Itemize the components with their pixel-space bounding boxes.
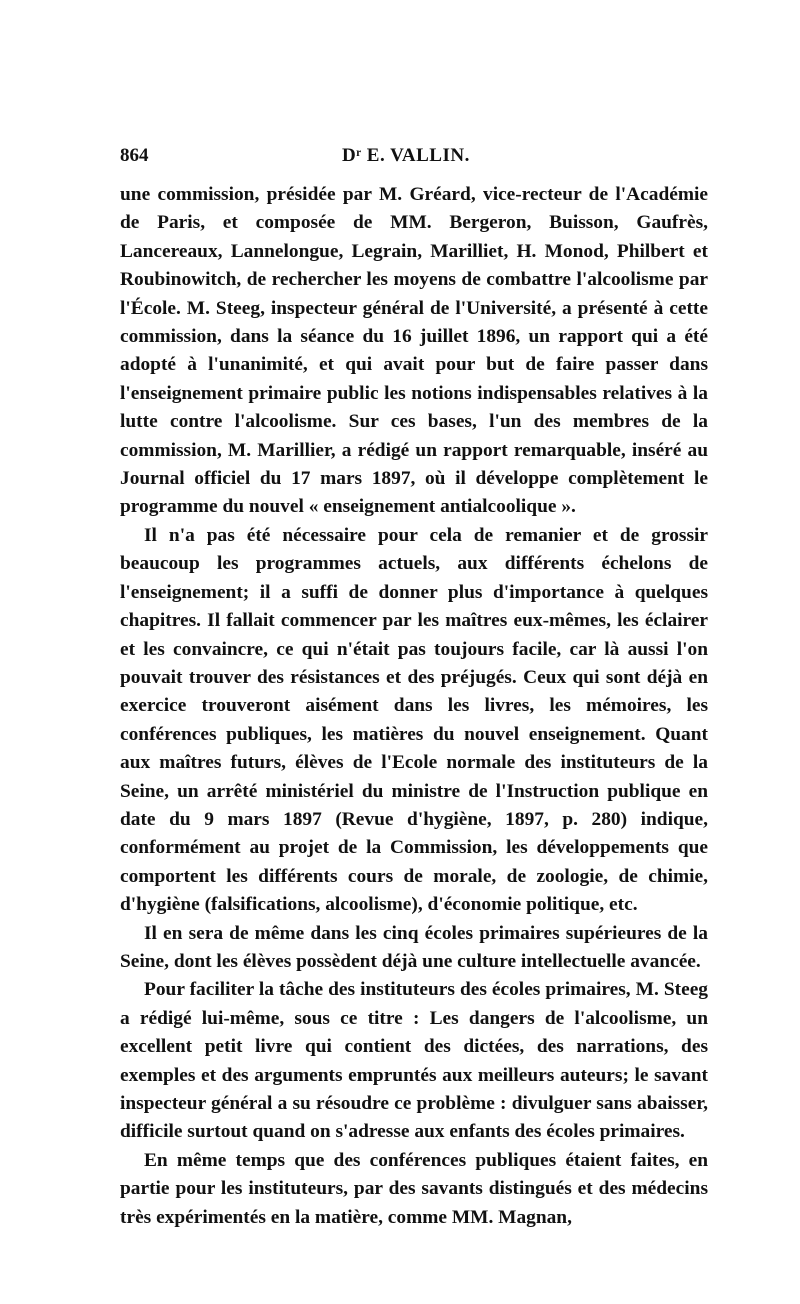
page-header — [120, 145, 700, 175]
running-head: Dʳ E. VALLIN. — [342, 145, 470, 166]
body-text — [120, 181, 708, 1232]
page-number: 864 — [120, 145, 149, 166]
paragraph-5: En même temps que des conférences publiques étaient faites, en partie pour les instituteurs, par des savants distingués et des médecins très expérimentés en la matière, comme MM. Magnan, — [120, 1149, 708, 1228]
paragraph-2: Il n'a pas été nécessaire pour cela de remanier et de grossir beaucoup les programmes actuels, aux différents échelons de l'enseignement; il a suffi de donner plus d'importance à quelques chapitres. Il fallait commencer par les maîtres eux-mêmes, les éclairer et les convaincre, ce qui n'était pas toujours facile, car là aussi l'on pouvait trouver des résistances et des préjugés. Ceux qui sont déjà en exercice trouveront aisément dans les livres, les mémoires, les conférences publiques, les matières du nouvel enseignement. Quant aux maîtres futurs, élèves de l'Ecole normale des instituteurs de la Seine, un arrêté ministériel du ministre de l'Instruction publique en date du 9 mars 1897 (Revue d'hygiène, 1897, p. 280) indique, conformément au projet de la Commission, les développements que comportent les différents cours de morale, de zoologie, de chimie, d'hygiène (falsifications, alcoolisme), d'économie politique, etc. — [120, 524, 708, 916]
paragraph-3: Il en sera de même dans les cinq écoles primaires supérieures de la Seine, dont les élèves possèdent déjà une culture intellectuelle avancée. — [120, 922, 708, 972]
paragraph-4: Pour faciliter la tâche des instituteurs des écoles primaires, M. Steeg a rédigé lui-même, sous ce titre : Les dangers de l'alcoolisme, un excellent petit livre qui contient des dictées, des narrations, des exemples et des arguments empruntés aux meilleurs auteurs; le savant inspecteur général a su résoudre ce problème : divulguer sans abaisser, difficile surtout quand on s'adresse aux enfants des écoles primaires. — [120, 979, 708, 1143]
paragraph-1: une commission, présidée par M. Gréard, vice-recteur de l'Académie de Paris, et composée de MM. Bergeron, Buisson, Gaufrès, Lancereaux, Lannelongue, Legrain, Marilliet, H. Monod, Philbert et Roubinowitch, de rechercher les moyens de combattre l'alcoolisme par l'École. M. Steeg, inspecteur général de l'Université, a présenté à cette commission, dans la séance du 16 juillet 1896, un rapport qui a été adopté à l'unanimité, et qui avait pour but de faire passer dans l'enseignement primaire public les notions indispensables relatives à la lutte contre l'alcoolisme. Sur ces bases, l'un des membres de la commission, M. Marillier, a rédigé un rapport remarquable, inséré au Journal officiel du 17 mars 1897, où il développe complètement le programme du nouvel « enseignement antialcoolique ». — [120, 184, 708, 518]
